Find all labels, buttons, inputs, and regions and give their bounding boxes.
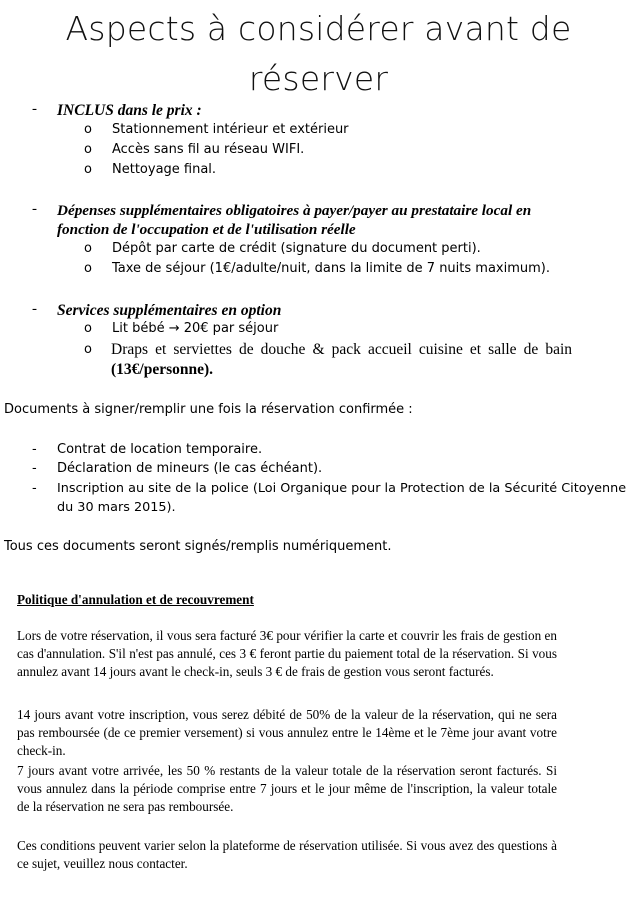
list-item-text: Draps et serviettes de douche & pack accueil cuisine et salle de bain <box>111 341 573 358</box>
section-heading-line1: Dépenses supplémentaires obligatoires à payer/payer au prestataire local en <box>57 202 532 219</box>
bullet-o: o <box>84 162 92 177</box>
documents-intro: Documents à signer/remplir une fois la réservation confirmée : <box>4 402 413 417</box>
list-item-text-price: (13€/personne). <box>111 361 214 378</box>
section-heading-included: INCLUS dans le prix : <box>57 102 202 119</box>
list-item-text: Stationnement intérieur et extérieur <box>112 122 349 137</box>
list-item-text: Lit bébé → 20€ par séjour <box>112 321 279 336</box>
bullet-o: o <box>84 122 92 137</box>
policy-paragraph: Ces conditions peuvent varier selon la plateforme de réservation utilisée. Si vous avez des questions à ce sujet, veuillez nous contacter. <box>17 838 557 871</box>
section-dash: - <box>32 201 37 217</box>
bullet-o: o <box>84 261 92 276</box>
list-item-text: Taxe de séjour (1€/adulte/nuit, dans la limite de 7 nuits maximum). <box>112 261 550 276</box>
documents-note: Tous ces documents seront signés/remplis numériquement. <box>4 539 392 554</box>
list-item-text: Accès sans fil au réseau WIFI. <box>112 142 305 157</box>
bullet-o: o <box>84 241 92 256</box>
page-title <box>0 4 637 104</box>
page-title-line2: réserver <box>248 59 389 98</box>
list-item-text: Dépôt par carte de crédit (signature du document perti). <box>112 241 481 256</box>
policy-paragraph: 14 jours avant votre inscription, vous serez débité de 50% de la valeur de la réservation, qui ne sera pas remboursée (de ce premier versement) si vous annulez entre le 14ème et le 7ème jour avant votre check-in. <box>17 707 557 758</box>
list-item-text: Inscription au site de la police (Loi Organique pour la Protection de la Sécurité Citoyenne du 30 mars 2015). <box>57 481 627 515</box>
section-heading-extra-costs <box>57 201 632 239</box>
list-item-text: Nettoyage final. <box>112 162 217 177</box>
section-dash: - <box>32 101 37 117</box>
policy-paragraph: Lors de votre réservation, il vous sera facturé 3€ pour vérifier la carte et couvrir les frais de gestion en cas d'annulation. S'il n'est pas annulé, ces 3 € feront partie du paiement total de la réservation. Si vous annulez avant 14 jours avant le check-in, seuls 3 € de frais de gestion vous seront facturés. <box>17 628 557 679</box>
bullet-dash: - <box>32 481 37 496</box>
page-title-line1: Aspects à considérer avant de <box>65 9 572 48</box>
policy-paragraph: 7 jours avant votre arrivée, les 50 % restants de la valeur totale de la réservation seront facturés. Si vous annulez dans la période comprise entre 7 jours et le jour même de l'inscription, la valeur totale de la réservation ne sera pas remboursée. <box>17 763 557 814</box>
bullet-dash: - <box>32 442 37 457</box>
bullet-o: o <box>84 142 92 157</box>
section-heading-optional-services: Services supplémentaires en option <box>57 302 282 319</box>
bullet-dash: - <box>32 461 37 476</box>
policy-title: Politique d'annulation et de recouvrement <box>17 592 254 607</box>
section-heading-line2: fonction de l'occupation et de l'utilisation réelle <box>57 221 356 238</box>
list-item-text: Contrat de location temporaire. <box>57 442 263 457</box>
bullet-o: o <box>84 342 92 357</box>
list-item-text: Déclaration de mineurs (le cas échéant). <box>57 461 323 476</box>
section-dash: - <box>32 301 37 317</box>
bullet-o: o <box>84 321 92 336</box>
